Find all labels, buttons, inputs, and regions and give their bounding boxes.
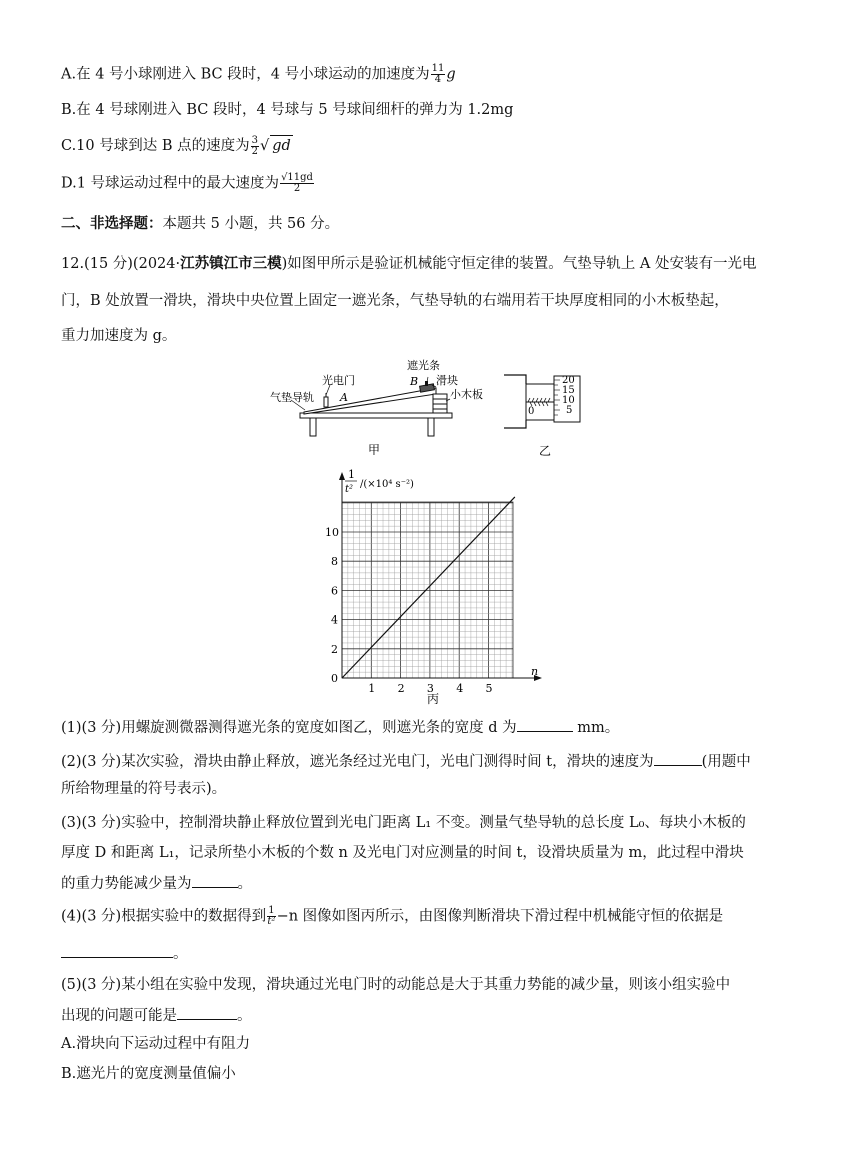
q12-line3: 重力加速度为 g。 <box>61 328 177 344</box>
q12-line1: 12.(15 分)(2024·江苏镇江市三模)如图甲所示是验证机械能守恒定律的装置。气垫导轨上 A 处安装有一光电 <box>61 255 757 272</box>
label-A: A <box>340 391 348 404</box>
caption-bing: 丙 <box>427 692 440 706</box>
option-d: D.1 号球运动过程中的最大速度为 $\frac{√11gd}{2}$ <box>61 172 313 194</box>
option-c: C.10 号球到达 B 点的速度为 $\frac{3}{2}$ √ gd <box>61 134 291 157</box>
y-tick-label: 6 <box>331 584 338 598</box>
fraction: $\frac{11}{4}$ <box>431 63 445 85</box>
part-3-line3: 的重力势能减少量为 。 <box>61 872 252 894</box>
label-rail: 气垫导轨 <box>270 391 314 404</box>
y-label-num: 1 <box>348 468 355 481</box>
part-5-line1: (5)(3 分)某小组在实验中发现，滑块通过光电门时的动能总是大于其重力势能的减少量，则该小组实验中 <box>61 977 731 993</box>
y-label-den: t² <box>345 484 354 495</box>
fraction: $\frac{√11gd}{2}$ <box>281 172 313 194</box>
wood-1 <box>433 394 447 399</box>
caption-jia: 甲 <box>368 443 381 455</box>
x-tick-label: 4 <box>456 682 464 695</box>
answer-blank-1[interactable] <box>517 716 573 732</box>
rail-leg-left <box>310 418 316 436</box>
light-strip <box>425 381 428 386</box>
rail-leg-right <box>428 418 434 436</box>
y-tick-label: 4 <box>331 613 338 627</box>
series-line <box>342 497 515 678</box>
part-4-line2: 。 <box>61 942 188 964</box>
part-4-line1: (4)(3 分)根据实验中的数据得到 $\frac{1}{\text{t²}}$ −n 图像如图丙所示，由图像判断滑块下滑过程中机械能守恒的依据是 <box>61 905 724 927</box>
wood-3 <box>433 404 447 409</box>
part-3-line2: 厚度 D 和距离 L₁，记录所垫小木板的个数 n 及光电门对应测量的时间 t，设滑块质量为 m，此过程中滑块 <box>61 845 744 861</box>
label-wood: 小木板 <box>450 388 483 401</box>
scale-20: 20 <box>562 375 575 386</box>
part-3-line1: (3)(3 分)实验中，控制滑块静止释放位置到光电门距离 L₁ 不变。测量气垫导轨的总长度 L₀、每块小木板的 <box>61 815 746 831</box>
scale-5: 5 <box>566 405 573 416</box>
micrometer-frame <box>504 375 526 428</box>
scale-15: 15 <box>562 385 575 396</box>
fraction: $\frac{3}{2}$ <box>251 134 258 157</box>
answer-blank-2[interactable] <box>654 750 702 766</box>
wood-2 <box>433 399 447 404</box>
label-block: 滑块 <box>436 374 458 387</box>
x-tick-label: 3 <box>426 682 434 695</box>
x-tick-label: 1 <box>368 682 376 695</box>
wood-4 <box>433 409 447 413</box>
photogate <box>324 397 328 407</box>
option-b: B.在 4 号球刚进入 BC 段时，4 号球与 5 号球间细杆的弹力为 1.2mg <box>61 102 514 118</box>
y-tick-label: 8 <box>331 555 338 569</box>
fraction: $\frac{1}{\text{t²}}$ <box>267 905 276 927</box>
part-5-line2: 出现的问题可能是 。 <box>61 1004 252 1026</box>
x-label: n <box>531 665 539 678</box>
y-tick-label: 10 <box>325 526 339 539</box>
x-tick-label: 2 <box>397 682 405 695</box>
x-tick-label: 5 <box>485 682 493 695</box>
label-gate: 光电门 <box>322 374 355 387</box>
chart-marks <box>342 497 515 678</box>
part-2-line2: 所给物理量的符号表示)。 <box>61 781 227 797</box>
label-strip: 遮光条 <box>407 359 440 372</box>
rail-base <box>300 413 452 418</box>
section-header: 二、非选择题：本题共 5 小题，共 56 分。 <box>61 215 340 232</box>
y-tick-label: 2 <box>331 642 338 656</box>
y-axis-arrow <box>339 472 345 480</box>
answer-blank-5[interactable] <box>177 1004 237 1020</box>
answer-blank-3[interactable] <box>192 872 238 888</box>
scale-zero: 0 <box>528 406 535 417</box>
y-label-unit: /(×10⁴ s⁻²) <box>360 479 414 490</box>
scale-10: 10 <box>562 395 575 406</box>
option-a-text: A.在 4 号小球刚进入 BC 段时，4 号小球运动的加速度为 <box>61 66 430 83</box>
figure-jia <box>260 355 500 455</box>
figure-yi <box>500 372 600 460</box>
q12-source: 江苏镇江市三模 <box>180 255 282 272</box>
part-5-option-a: A.滑块向下运动过程中有阻力 <box>61 1036 251 1052</box>
part-5-option-b: B.遮光片的宽度测量值偏小 <box>61 1066 236 1082</box>
option-a: A.在 4 号小球刚进入 BC 段时，4 号小球运动的加速度为 $\frac{11}{4}$ g <box>61 63 456 85</box>
y-tick-label: 0 <box>331 672 338 685</box>
chart-bing <box>310 462 555 707</box>
part-1: (1)(3 分)用螺旋测微器测得遮光条的宽度如图乙，则遮光条的宽度 d 为 mm。 <box>61 716 619 738</box>
caption-yi: 乙 <box>539 444 552 458</box>
label-B: B <box>410 375 419 388</box>
q12-line2: 门，B 处放置一滑块，滑块中央位置上固定一遮光条，气垫导轨的右端用若干块厚度相同的小木板垫起， <box>61 293 729 309</box>
part-2-line1: (2)(3 分)某次实验，滑块由静止释放，遮光条经过光电门，光电门测得时间 t，滑块的速度为 (用题中 <box>61 750 751 772</box>
answer-blank-4[interactable] <box>61 942 173 958</box>
